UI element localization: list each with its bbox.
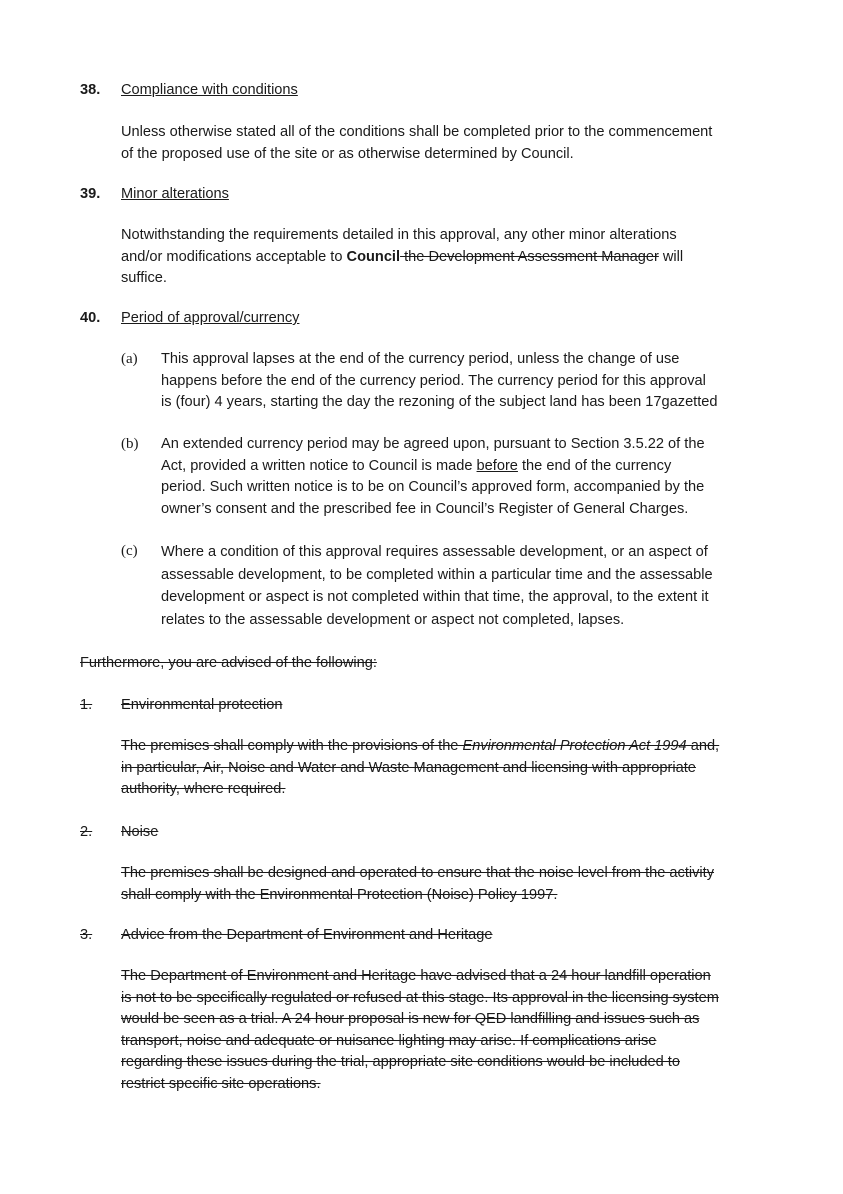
advice-intro: Furthermore, you are advised of the following: — [80, 655, 377, 671]
advice-3-line: transport, noise and adequate or nuisance lighting may arise. If complications arise — [121, 1032, 657, 1049]
section-39-heading: Minor alterations — [121, 186, 229, 202]
advice-1-line: in particular, Air, Noise and Water and Waste Management and licensing with appropriate — [121, 759, 696, 776]
advice-3-line: is not to be specifically regulated or refused at this stage. Its approval in the licensing system — [121, 989, 719, 1006]
section-39-line: suffice. — [121, 270, 167, 287]
item-b-line: An extended currency period may be agreed upon, pursuant to Section 3.5.22 of the — [161, 436, 705, 452]
section-39-line: Notwithstanding the requirements detailed in this approval, any other minor alterations — [121, 227, 677, 243]
text-run: the end of the currency — [517, 457, 672, 474]
section-38-paragraph — [121, 122, 771, 165]
advice-3-line: would be seen as a trial. A 24 hour proposal is new for QED landfilling and issues such as — [121, 1011, 700, 1028]
text-run: Act, provided a written notice to Council is made — [161, 457, 477, 474]
council-bold: Council — [346, 248, 401, 265]
advice-3-number: 3. — [80, 927, 93, 943]
advice-2-paragraph — [121, 863, 771, 906]
section-38-number: 38. — [80, 82, 101, 98]
item-c-line: relates to the assessable development or aspect not completed, lapses. — [161, 611, 625, 628]
item-c-text — [161, 541, 781, 631]
item-c-label: (c) — [121, 543, 138, 559]
advice-2-heading: Noise — [121, 824, 159, 840]
section-39-number: 39. — [80, 186, 101, 202]
underlined-before: before — [476, 457, 518, 474]
section-40-number: 40. — [80, 310, 101, 326]
advice-1-line: authority, where required. — [121, 781, 286, 798]
text-run: and/or modifications acceptable to — [121, 248, 347, 265]
item-a-text — [161, 349, 781, 414]
section-38-line: of the proposed use of the site or as otherwise determined by Council. — [121, 145, 574, 162]
advice-1-number: 1. — [80, 697, 93, 713]
section-38-line: Unless otherwise stated all of the conditions shall be completed prior to the commencement — [121, 124, 713, 140]
advice-3-paragraph — [121, 966, 771, 1096]
item-c-line: development or aspect is not completed within that time, the approval, to the extent it — [161, 589, 709, 606]
item-b-line — [161, 456, 781, 478]
section-39-paragraph — [121, 225, 771, 290]
advice-3-heading: Advice from the Department of Environment and Heritage — [121, 927, 493, 943]
advice-3-line: The Department of Environment and Heritage have advised that a 24 hour landfill operation — [121, 968, 711, 984]
item-b-label: (b) — [121, 436, 139, 452]
text-run: will — [658, 248, 684, 265]
section-38-heading: Compliance with conditions — [121, 82, 298, 98]
section-39-line — [121, 247, 771, 269]
act-title: Environmental Protection Act 1994 — [462, 738, 687, 754]
item-b-line: owner’s consent and the prescribed fee in Council’s Register of General Charges. — [161, 500, 689, 517]
advice-1-line — [121, 736, 771, 758]
advice-2-number: 2. — [80, 824, 93, 840]
text-run: and, — [686, 738, 720, 754]
advice-1-heading: Environmental protection — [121, 697, 283, 713]
item-a-line: happens before the end of the currency period. The currency period for this approval — [161, 372, 706, 389]
item-b-line: period. Such written notice is to be on Council’s approved form, accompanied by the — [161, 479, 705, 496]
advice-3-line: restrict specific site operations. — [121, 1075, 321, 1092]
item-a-line: is (four) 4 years, starting the day the rezoning of the subject land has been 17gazetted — [161, 394, 718, 411]
item-b-text — [161, 434, 781, 520]
section-40-heading: Period of approval/currency — [121, 310, 300, 326]
advice-2-line: shall comply with the Environmental Protection (Noise) Policy 1997. — [121, 886, 558, 903]
item-a-label: (a) — [121, 351, 138, 367]
item-c-line: assessable development, to be completed within a particular time and the assessable — [161, 566, 713, 583]
advice-2-line: The premises shall be designed and operated to ensure that the noise level from the activity — [121, 865, 715, 881]
advice-1-paragraph — [121, 736, 771, 801]
item-a-line: This approval lapses at the end of the currency period, unless the change of use — [161, 351, 680, 367]
struck-text: the Development Assessment Manager — [400, 248, 659, 265]
advice-3-line: regarding these issues during the trial, appropriate site conditions would be included to — [121, 1054, 680, 1071]
item-c-line: Where a condition of this approval requires assessable development, or an aspect of — [161, 544, 708, 560]
text-run: The premises shall comply with the provisions of the — [121, 738, 463, 754]
